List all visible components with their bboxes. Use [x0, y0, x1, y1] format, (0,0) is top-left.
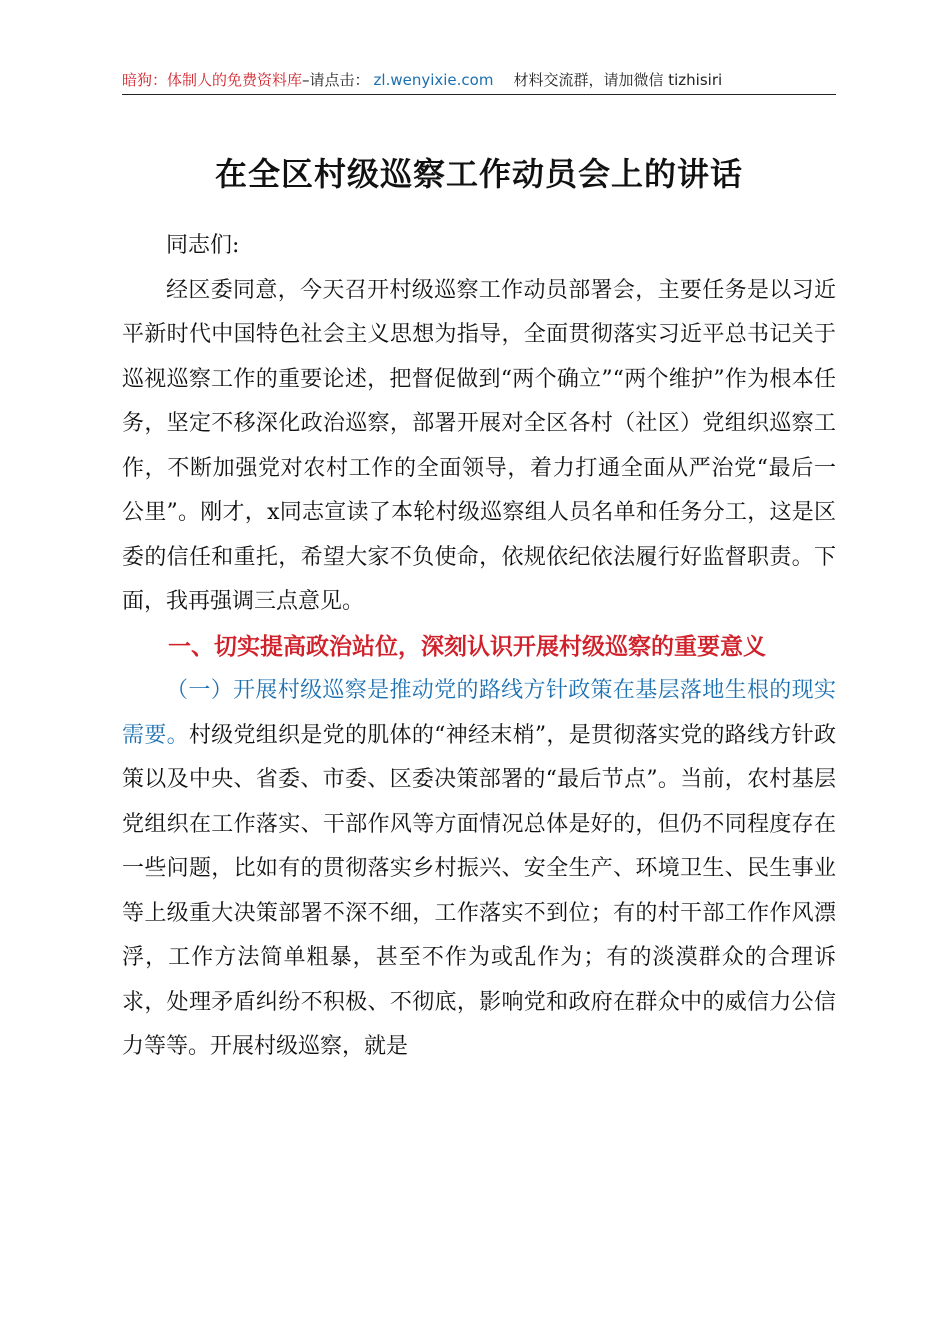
subsection-paragraph-1 — [122, 669, 836, 1070]
salutation: 同志们: — [166, 233, 240, 258]
document-title: 在全区村级巡察工作动员会上的讲话 — [214, 155, 743, 193]
subsection-body-1: 村级党组织是党的肌体的“神经末梢”，是贯彻落实党的路线方针政策以及中央、省委、市委、区委决策部署的“最后节点”。当前，农村基层党组织在工作落实、干部作风等方面情况总体是好的，但仍不同程度存在一些问题，比如有的贯彻落实乡村振兴、安全生产、环境卫生、民生事业等上级重大决策部署不深不细，工作落实不到位；有的村干部工作作风漂浮，工作方法简单粗暴，甚至不作为或乱作为；有的淡漠群众的合理诉求，处理矛盾纠纷不积极、不彻底，影响党和政府在群众中的威信力公信力等等。开展村级巡察，就是 — [122, 722, 836, 1059]
header-url-link[interactable]: zl.wenyixie.com — [373, 71, 494, 89]
header-brand: 暗狗：体制人的免费资料库 — [122, 71, 303, 89]
section-heading-1: 一、切实提高政治站位，深刻认识开展村级巡察的重要意义 — [168, 633, 766, 660]
page-header — [122, 70, 836, 95]
document-body — [122, 224, 836, 1070]
intro-paragraph: 经区委同意，今天召开村级巡察工作动员部署会，主要任务是以习近平新时代中国特色社会主义思想为指导，全面贯彻落实习近平总书记关于巡视巡察工作的重要论述，把督促做到“两个确立”“两个维护”作为根本任务，坚定不移深化政治巡察，部署开展对全区各村（社区）党组织巡察工作，不断加强党对农村工作的全面领导，着力打通全面从严治党“最后一公里”。刚才，x同志宣读了本轮村级巡察组人员名单和任务分工，这是区委的信任和重托，希望大家不负使命，依规依纪依法履行好监督职责。下面，我再强调三点意见。 — [122, 277, 836, 614]
subsection-heading-1: （一）开展村级巡察是推动党的路线方针政策在基层落地生根的现实需要。 — [122, 678, 836, 748]
header-click-prefix: –请点击： — [302, 71, 370, 89]
header-contact: 材料交流群，请加微信 tizhisiri — [513, 71, 723, 89]
